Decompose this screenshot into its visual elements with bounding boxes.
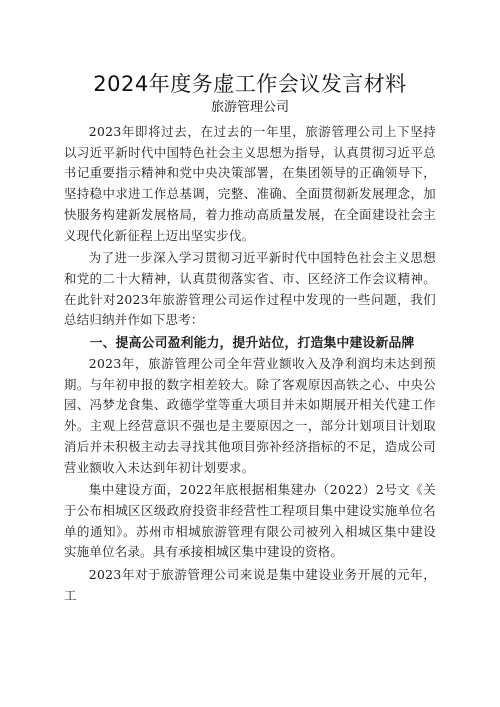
section-paragraph: 2023年对于旅游管理公司来说是集中建设业务开展的元年，工 <box>64 567 436 603</box>
document-body <box>64 122 436 606</box>
intro-paragraph: 为了进一步深入学习贯彻习近平新时代中国特色社会主义思想和党的二十大精神，认真贯彻落实省、市、区经济工作会议精神。在此针对2023年旅游管理公司运作过程中发现的一些问题，我们总结归纳并作如下思考： <box>64 250 436 328</box>
section-paragraph: 集中建设方面，2022年底根据相集建办（2022）2号文《关于公布相城区区级政府投资非经营性工程项目集中建设实施单位名单的通知》。苏州市相城旅游管理有限公司被列入相城区集中建设实施单位名录。具有承接相城区集中建设的资格。 <box>64 482 436 560</box>
document-title: 2024年度务虚工作会议发言材料 <box>93 72 407 96</box>
intro-paragraph: 2023年即将过去，在过去的一年里，旅游管理公司上下坚持以习近平新时代中国特色社会主义思想为指导，认真贯彻习近平总书记重要指示精神和党中央决策部署，在集团领导的正确领导下，坚持稳中求进工作总基调，完整、准确、全面贯彻新发展理念，加快服务构建新发展格局，着力推动高质量发展，在全面建设社会主义现代化新征程上迈出坚实步伐。 <box>64 124 436 243</box>
document-subtitle: 旅游管理公司 <box>210 100 289 115</box>
section-paragraph: 2023年，旅游管理公司全年营业额收入及净利润均未达到预期。与年初申报的数字相差较大。除了客观原因高铁之心、中央公园、冯梦龙食集、政德学堂等重大项目并未如期展开相关代建工作外。主观上经营意识不强也是主要原因之一，部分计划项目计划取消后并未积极主动去寻找其他项目弥补经济指标的不足，造成公司营业额收入未达到年初计划要求。 <box>64 356 436 475</box>
section-heading: 一、提高公司盈利能力，提升站位，打造集中建设新品牌 <box>89 336 415 352</box>
